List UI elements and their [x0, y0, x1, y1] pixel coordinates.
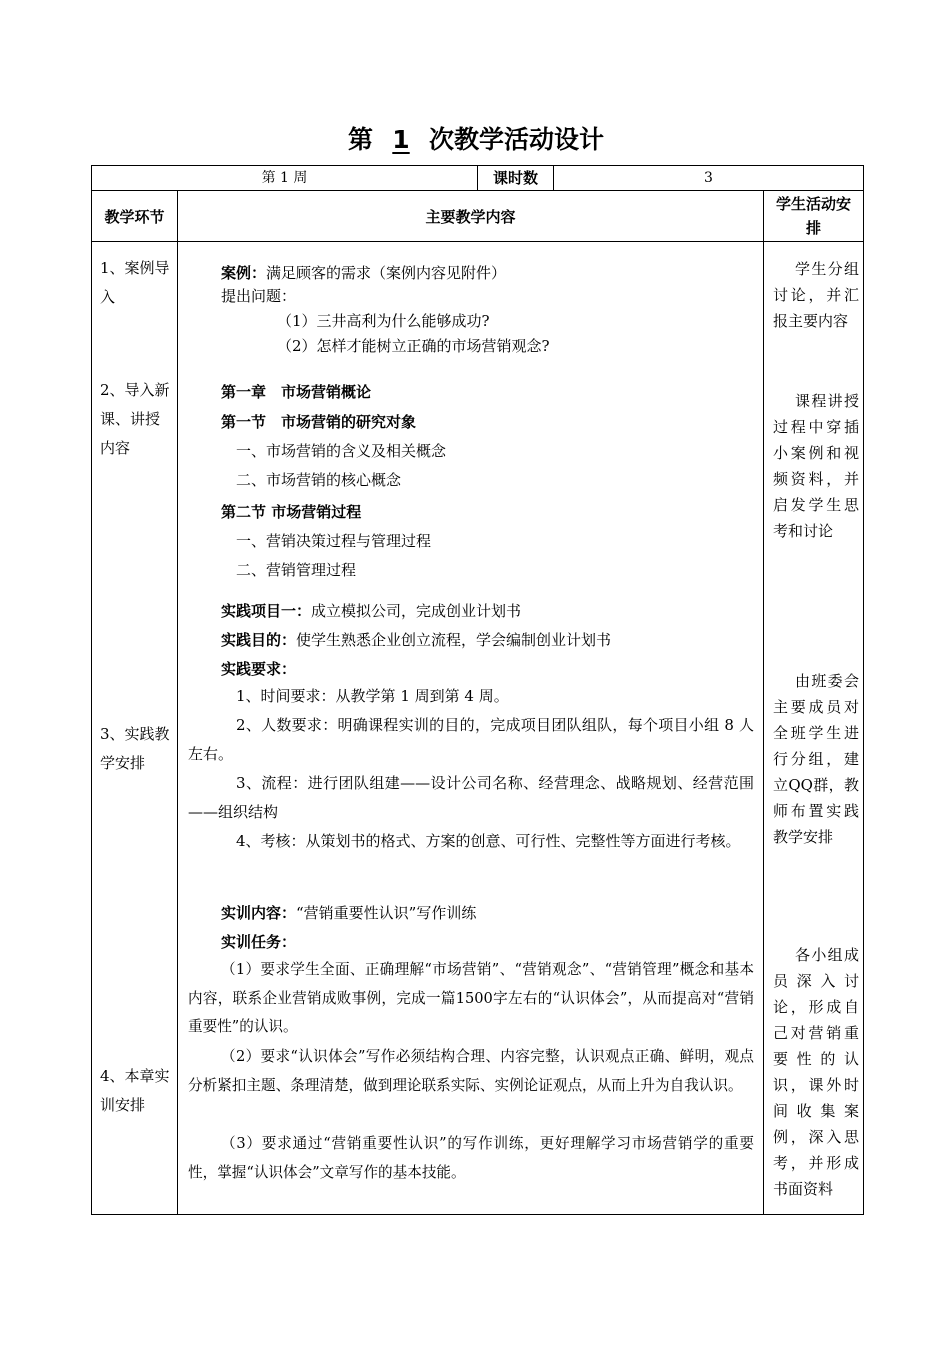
chapter-title: 第一章 市场营销概论 — [221, 383, 372, 401]
case-ask: 提出问题： — [221, 287, 297, 305]
step-practice: 3、实践教学安排 — [100, 725, 170, 772]
section-1-item-2: 二、市场营销的核心概念 — [236, 471, 402, 489]
training-content — [221, 902, 476, 924]
header-student: 学生活动安排 — [764, 191, 864, 242]
section-2-title: 第二节 市场营销过程 — [221, 503, 362, 521]
practice-project-text: 成立模拟公司，完成创业计划书 — [311, 602, 522, 620]
step-case-intro: 1、案例导入 — [100, 259, 170, 306]
practice-project-label: 实践项目一： — [221, 602, 312, 620]
training-task-label: 实训任务： — [221, 933, 297, 951]
body-row — [92, 242, 864, 1215]
case-text: 满足顾客的需求（案例内容见附件） — [266, 264, 507, 282]
practice-goal — [221, 629, 611, 651]
practice-req-label: 实践要求： — [221, 660, 297, 678]
case-question-1: （1）三井高利为什么能够成功? — [277, 312, 490, 330]
page-title — [0, 122, 952, 158]
meta-row — [92, 166, 864, 191]
student-activity-4: 各小组成员深入讨论，形成自己对营销重要性的认识，课外时间收集案例，深入思考，并形成书面资料 — [773, 946, 859, 1198]
step-new-lesson: 2、导入新课、讲授内容 — [100, 381, 170, 457]
header-row — [92, 191, 864, 242]
case-label: 案例： — [221, 264, 267, 282]
week-cell: 第 1 周 — [92, 166, 478, 191]
title-prefix: 第 — [347, 125, 373, 154]
training-task-1: （1）要求学生全面、正确理解“市场营销”、“营销观念”、“营销管理”概念和基本内容，联系企业营销成败事例，完成一篇1500字左右的“认识体会”，从而提高对“营销重要性”的认识。 — [188, 961, 754, 1035]
practice-req-4: 4、考核：从策划书的格式、方案的创意、可行性、完整性等方面进行考核。 — [236, 832, 741, 850]
student-activity-3: 由班委会主要成员对全班学生进行分组，建立QQ群，教师布置实践教学安排 — [773, 672, 859, 846]
header-step: 教学环节 — [92, 191, 178, 242]
step-training: 4、本章实训安排 — [100, 1067, 170, 1114]
training-content-text: “营销重要性认识”写作训练 — [296, 904, 477, 922]
hours-label: 课时数 — [478, 166, 554, 191]
content-column — [178, 242, 764, 1215]
practice-goal-text: 使学生熟悉企业创立流程，学会编制创业计划书 — [296, 631, 612, 649]
step-column — [92, 242, 178, 1215]
student-column — [764, 242, 864, 1215]
practice-req-1: 1、时间要求：从教学第 1 周到第 4 周。 — [236, 687, 509, 705]
case-question-2: （2）怎样才能树立正确的市场营销观念? — [277, 337, 550, 355]
training-content-label: 实训内容： — [221, 904, 297, 922]
title-number: 1 — [392, 125, 410, 154]
case-line — [221, 262, 506, 284]
title-suffix: 次教学活动设计 — [429, 125, 605, 154]
header-content: 主要教学内容 — [178, 191, 764, 242]
training-task-3: （3）要求通过“营销重要性认识”的写作训练，更好理解学习市场营销学的重要性，掌握“认识体会”文章写作的基本技能。 — [188, 1135, 754, 1181]
section-2-item-1: 一、营销决策过程与管理过程 — [236, 532, 432, 550]
section-2-item-2: 二、营销管理过程 — [236, 561, 357, 579]
practice-req-3: 3、流程：进行团队组建——设计公司名称、经营理念、战略规划、经营范围——组织结构 — [188, 774, 754, 821]
practice-project — [221, 600, 521, 622]
practice-goal-label: 实践目的： — [221, 631, 297, 649]
student-activity-2: 课程讲授过程中穿插小案例和视频资料，并启发学生思考和讨论 — [773, 392, 859, 540]
training-task-2: （2）要求“认识体会”写作必须结构合理、内容完整，认识观点正确、鲜明，观点分析紧扣主题、条理清楚，做到理论联系实际、实例论证观点，从而上升为自我认识。 — [188, 1048, 754, 1094]
section-1-title: 第一节 市场营销的研究对象 — [221, 413, 417, 431]
practice-req-2: 2、人数要求：明确课程实训的目的，完成项目团队组队，每个项目小组 8 人左右。 — [188, 716, 754, 763]
section-1-item-1: 一、市场营销的含义及相关概念 — [236, 442, 447, 460]
student-activity-1: 学生分组讨论，并汇报主要内容 — [773, 260, 859, 330]
hours-value: 3 — [554, 166, 864, 191]
teaching-plan-table — [91, 165, 864, 1215]
